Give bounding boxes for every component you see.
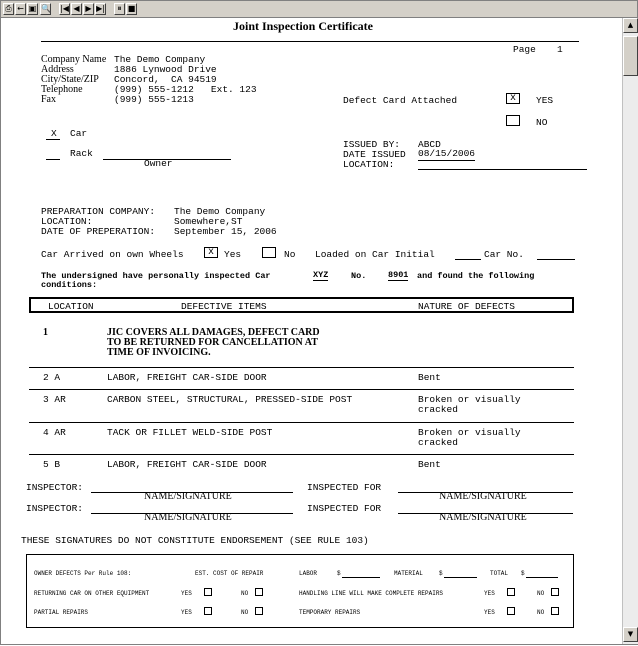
owner-defects-label: OWNER DEFECTS Per Rule 108: — [34, 570, 132, 577]
handling-no-label: NO — [537, 590, 545, 597]
defect-card-no-checkbox[interactable] — [506, 115, 520, 126]
labor-label: LABOR — [299, 570, 318, 577]
defect-card-label: Defect Card Attached — [343, 95, 458, 106]
inspected-for-label-1: INSPECTED FOR — [307, 482, 382, 493]
first-page-icon[interactable]: |◀ — [60, 4, 69, 13]
vertical-scrollbar[interactable] — [622, 18, 638, 644]
arrived-yes-label: Yes — [224, 249, 242, 260]
inspected-for-name-sig-1: NAME/SIGNATURE — [439, 491, 527, 502]
prep-company-label: PREPARATION COMPANY: — [41, 206, 156, 217]
car-number: 8901 — [388, 270, 409, 280]
export-icon[interactable]: ▣ — [28, 4, 37, 13]
row-2-item: LABOR, FREIGHT CAR-SIDE DOOR — [107, 372, 267, 383]
handling-yes-checkbox[interactable] — [507, 588, 515, 596]
material-label: MATERIAL — [394, 570, 423, 577]
partial-no-checkbox[interactable] — [255, 607, 263, 615]
labor-dollar: $ — [337, 570, 341, 577]
inspected-for-label-2: INSPECTED FOR — [307, 503, 382, 514]
inspected-for-name-sig-2: NAME/SIGNATURE — [439, 512, 527, 523]
handling-yes-label: YES — [484, 590, 495, 597]
row-divider — [29, 454, 574, 455]
prep-location: Somewhere,ST — [174, 216, 243, 227]
location-label: LOCATION: — [343, 159, 395, 170]
est-cost-label: EST. COST OF REPAIR — [195, 570, 264, 577]
row-4-nature-line-1: Broken or visually — [418, 427, 521, 438]
total-label: TOTAL — [490, 570, 509, 577]
page-title: Joint Inspection Certificate — [233, 19, 373, 33]
returning-no-checkbox[interactable] — [255, 588, 263, 596]
stop-icon[interactable]: ■ — [127, 4, 136, 13]
row-3-nature-line-2: cracked — [418, 404, 458, 415]
undersigned-text: The undersigned have personally inspected Car — [41, 271, 271, 281]
row-1-item-line-2: TO BE RETURNED FOR CANCELLATION AT — [107, 337, 318, 348]
row-divider — [29, 389, 574, 390]
row-divider — [29, 422, 574, 423]
arrived-yes-checkbox[interactable]: x — [204, 247, 218, 258]
header-defective-items: DEFECTIVE ITEMS — [181, 301, 267, 312]
prep-date-label: DATE OF PREPERATION: — [41, 226, 156, 237]
partial-yes-checkbox[interactable] — [204, 607, 212, 615]
rack-label: Rack — [70, 148, 93, 159]
row-4-location: 4 AR — [43, 427, 66, 438]
returning-no-label: NO — [241, 590, 249, 597]
scroll-down-icon[interactable]: ▼ — [623, 627, 638, 642]
inspector-label-1: INSPECTOR: — [26, 482, 84, 493]
car-label: Car — [70, 128, 88, 139]
print-icon[interactable]: ⎙ — [3, 3, 14, 15]
address: 1886 Lynwood Drive — [114, 64, 217, 75]
row-divider — [29, 367, 574, 368]
endorsement-note: THESE SIGNATURES DO NOT CONSTITUTE ENDORSEMENT (SEE RULE 103) — [21, 535, 369, 546]
partial-no-label: NO — [241, 609, 249, 616]
row-3-nature-line-1: Broken or visually — [418, 394, 521, 405]
arrived-no-label: No — [284, 249, 296, 260]
inspector-name-sig-1: NAME/SIGNATURE — [144, 491, 232, 502]
report-page — [1, 18, 622, 646]
zoom-icon[interactable]: 🔍 — [41, 4, 51, 13]
city: Concord, CA 94519 — [114, 74, 217, 85]
prep-location-label: LOCATION: — [41, 216, 93, 227]
company-name: The Demo Company — [114, 54, 206, 65]
car-mark-line — [46, 139, 60, 140]
handling-label: HANDLING LINE WILL MAKE COMPLETE REPAIRS — [299, 590, 444, 597]
row-5-location: 5 B — [43, 459, 61, 470]
inspector-name-sig-2: NAME/SIGNATURE — [144, 512, 232, 523]
prep-company: The Demo Company — [174, 206, 266, 217]
defect-card-yes-label: YES — [536, 95, 554, 106]
total-dollar: $ — [521, 570, 525, 577]
owner-label: Owner — [144, 158, 173, 169]
address-label: Address — [41, 64, 74, 75]
returning-label: RETURNING CAR ON OTHER EQUIPMENT — [34, 590, 150, 597]
temporary-no-checkbox[interactable] — [551, 607, 559, 615]
row-3-location: 3 AR — [43, 394, 66, 405]
row-1-item-line-3: TIME OF INVOICING. — [107, 347, 211, 358]
row-2-location: 2 A — [43, 372, 61, 383]
last-page-icon[interactable]: ▶| — [96, 4, 105, 13]
row-2-nature: Bent — [418, 372, 441, 383]
temporary-no-label: NO — [537, 609, 545, 616]
returning-yes-label: YES — [181, 590, 192, 597]
car-initial: XYZ — [313, 270, 329, 280]
company-name-label: Company Name — [41, 54, 107, 65]
row-3-item: CARBON STEEL, STRUCTURAL, PRESSED-SIDE POST — [107, 394, 353, 405]
returning-yes-checkbox[interactable] — [204, 588, 212, 596]
prep-date: September 15, 2006 — [174, 226, 277, 237]
temporary-yes-label: YES — [484, 609, 495, 616]
car-no-label: Car No. — [484, 249, 524, 260]
fax: (999) 555-1213 — [114, 94, 194, 105]
loaded-label: Loaded on Car Initial — [315, 249, 435, 260]
pause-icon[interactable]: ⏸ — [114, 3, 125, 15]
telephone: (999) 555-1212 Ext. 123 — [114, 84, 257, 95]
inspector-label-2: INSPECTOR: — [26, 503, 84, 514]
defect-card-yes-checkbox[interactable]: x — [506, 93, 520, 104]
page-label: Page — [513, 44, 536, 55]
row-5-item: LABOR, FREIGHT CAR-SIDE DOOR — [107, 459, 267, 470]
temporary-label: TEMPORARY REPAIRS — [299, 609, 361, 616]
issued-by-label: ISSUED BY: — [343, 139, 401, 150]
partial-label: PARTIAL REPAIRS — [34, 609, 89, 616]
header-nature: NATURE OF DEFECTS — [418, 301, 515, 312]
total-line — [526, 577, 558, 578]
arrived-no-checkbox[interactable] — [262, 247, 276, 258]
loaded-line — [455, 259, 481, 260]
material-line — [444, 577, 477, 578]
row-1-location: 1 — [43, 327, 48, 338]
issued-by: ABCD — [418, 139, 441, 150]
undersigned-text-end: and found the following — [417, 271, 535, 281]
page-number: 1 — [557, 44, 563, 55]
material-dollar: $ — [439, 570, 443, 577]
temporary-yes-checkbox[interactable] — [507, 607, 515, 615]
row-4-nature-line-2: cracked — [418, 437, 458, 448]
date-issued: 08/15/2006 — [418, 148, 476, 159]
location-line — [418, 169, 587, 170]
conditions-label: conditions: — [41, 280, 98, 290]
fax-label: Fax — [41, 94, 56, 105]
partial-yes-label: YES — [181, 609, 192, 616]
labor-line — [342, 577, 380, 578]
handling-no-checkbox[interactable] — [551, 588, 559, 596]
next-page-icon[interactable]: ▶ — [83, 3, 94, 15]
title-rule — [41, 41, 579, 42]
back-icon[interactable]: ← — [15, 3, 26, 15]
city-label: City/State/ZIP — [41, 74, 99, 85]
date-issued-label: DATE ISSUED — [343, 149, 406, 160]
defect-card-no-label: NO — [536, 117, 548, 128]
row-4-item: TACK OR FILLET WELD-SIDE POST — [107, 427, 273, 438]
row-1-item-line-1: JIC COVERS ALL DAMAGES, DEFECT CARD — [107, 327, 320, 338]
scroll-up-icon[interactable]: ▲ — [623, 18, 638, 33]
scroll-thumb[interactable] — [623, 36, 638, 76]
rack-mark-line — [46, 159, 60, 160]
header-location: LOCATION — [48, 301, 94, 312]
car-no-line — [537, 259, 575, 260]
row-5-nature: Bent — [418, 459, 441, 470]
car-mark: X — [51, 128, 57, 139]
viewer-toolbar — [1, 1, 637, 18]
no-abbrev: No. — [351, 271, 367, 281]
telephone-label: Telephone — [41, 84, 83, 95]
prev-page-icon[interactable]: ◀ — [71, 3, 82, 15]
arrived-label: Car Arrived on own Wheels — [41, 249, 184, 260]
